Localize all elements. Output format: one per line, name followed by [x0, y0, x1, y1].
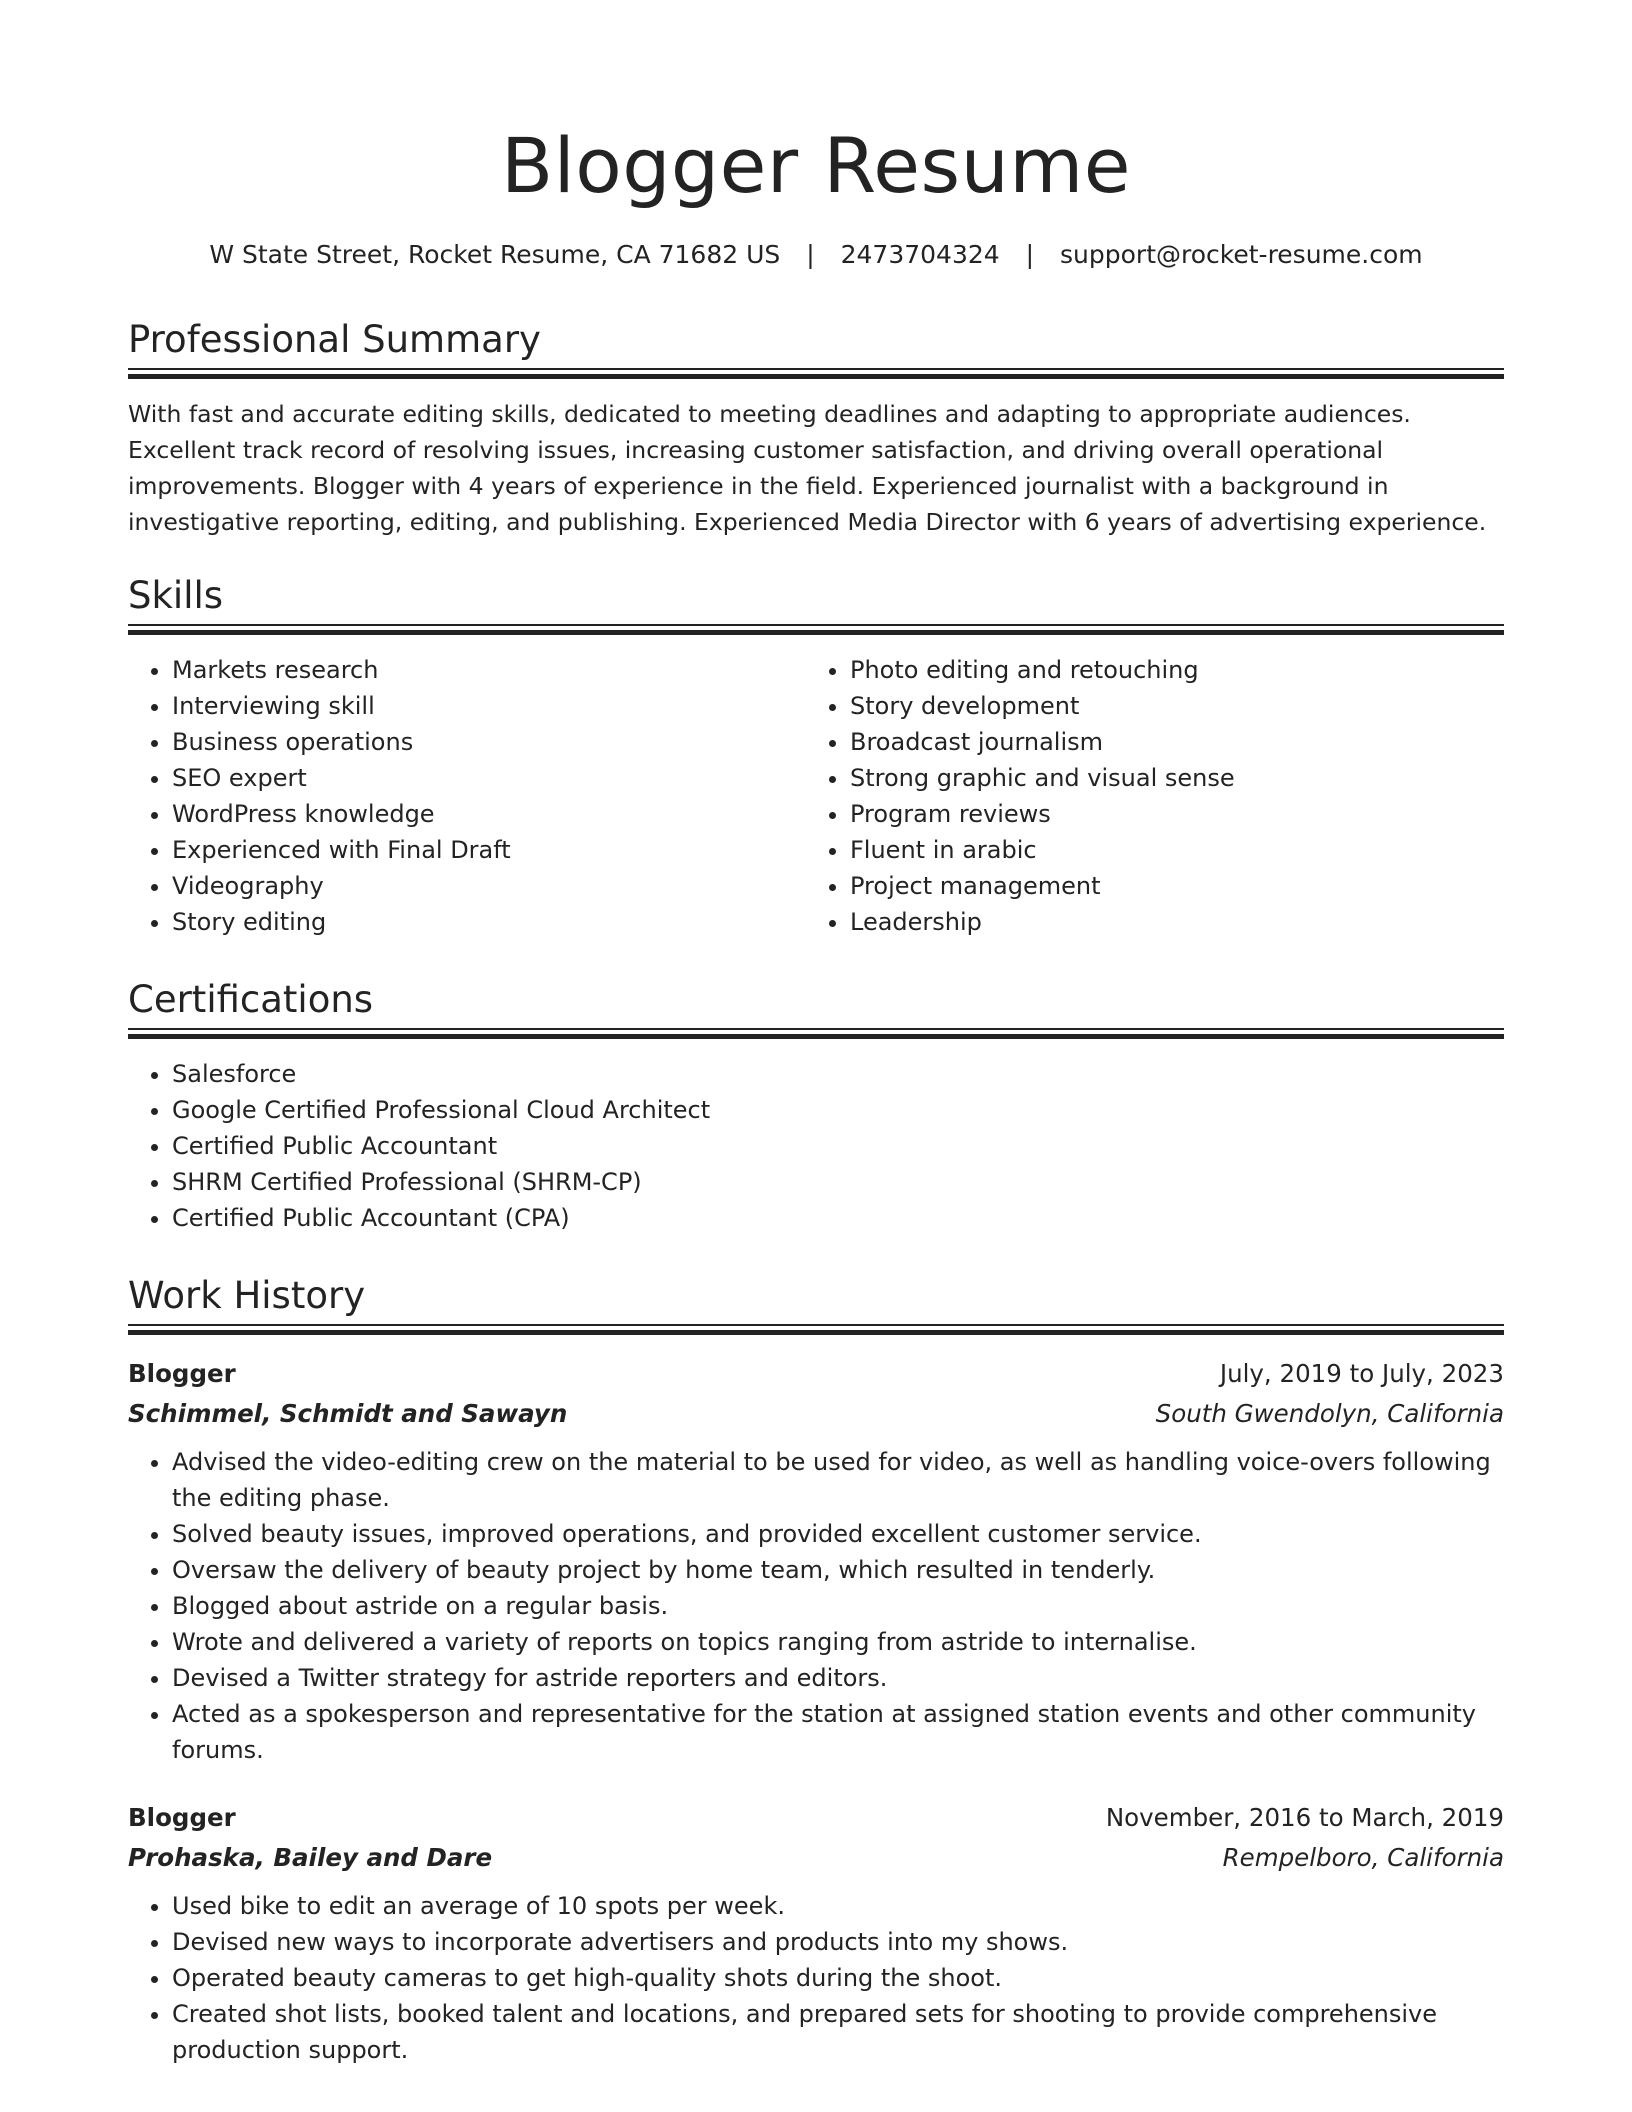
list-item: • Broadcast journalism	[850, 724, 1484, 760]
certifications-list	[128, 1056, 1504, 1236]
job-title: Blogger	[128, 1359, 236, 1388]
job-title: Blogger	[128, 1803, 236, 1832]
contact-line	[128, 237, 1504, 273]
list-item: • Business operations	[172, 724, 806, 760]
job-entry	[128, 1798, 1504, 2068]
skills-list-right	[806, 652, 1484, 940]
skills-list-left	[128, 652, 806, 940]
contact-separator: |	[1025, 240, 1035, 269]
list-item: • Photo editing and retouching	[850, 652, 1484, 688]
section-heading-skills: Skills	[128, 574, 224, 617]
section-skills	[128, 572, 1504, 940]
job-company: Schimmel, Schmidt and Sawayn	[128, 1399, 568, 1428]
list-item: • WordPress knowledge	[172, 796, 806, 832]
job-company-row	[128, 1838, 1504, 1878]
job-entry	[128, 1354, 1504, 1768]
job-header-row	[128, 1354, 1504, 1394]
list-item: • Story development	[850, 688, 1484, 724]
skills-columns	[128, 636, 1504, 940]
list-item: • Interviewing skill	[172, 688, 806, 724]
list-item: • Wrote and delivered a variety of reports on topics ranging from astride to internalise.	[172, 1624, 1504, 1660]
contact-address: W State Street, Rocket Resume, CA 71682 US	[209, 240, 781, 269]
list-item: • Certified Public Accountant	[172, 1128, 1504, 1164]
list-item: • Markets research	[172, 652, 806, 688]
list-item: • Advised the video-editing crew on the material to be used for video, as well as handling voice-overs following the editing phase.	[172, 1444, 1504, 1516]
list-item: • SHRM Certified Professional (SHRM-CP)	[172, 1164, 1504, 1200]
contact-separator: |	[806, 240, 815, 269]
list-item: • Experienced with Final Draft	[172, 832, 806, 868]
section-heading-work-history: Work History	[128, 1274, 366, 1317]
section-divider	[128, 1324, 1504, 1336]
list-item: • Used bike to edit an average of 10 spots per week.	[172, 1888, 1504, 1924]
list-item: • Fluent in arabic	[850, 832, 1484, 868]
list-item: • Oversaw the delivery of beauty project by home team, which resulted in tenderly.	[172, 1552, 1504, 1588]
job-bullet-list	[128, 1888, 1504, 2068]
skills-column-right	[806, 636, 1484, 940]
list-item: • Devised new ways to incorporate advertisers and products into my shows.	[172, 1924, 1504, 1960]
contact-phone: 2473704324	[840, 240, 1000, 269]
job-location: South Gwendolyn, California	[1155, 1399, 1504, 1428]
list-item: • Story editing	[172, 904, 806, 940]
section-divider	[128, 624, 1504, 636]
job-location: Rempelboro, California	[1222, 1843, 1504, 1872]
list-item: • Devised a Twitter strategy for astride reporters and editors.	[172, 1660, 1504, 1696]
list-item: • Certified Public Accountant (CPA)	[172, 1200, 1504, 1236]
job-dates: November, 2016 to March, 2019	[1105, 1803, 1504, 1832]
section-divider	[128, 368, 1504, 380]
list-item: • Strong graphic and visual sense	[850, 760, 1484, 796]
page-title: Blogger Resume	[500, 121, 1132, 210]
section-summary	[128, 316, 1504, 540]
list-item: • Solved beauty issues, improved operations, and provided excellent customer service.	[172, 1516, 1504, 1552]
section-heading-certifications: Certifications	[128, 978, 374, 1021]
list-item: • SEO expert	[172, 760, 806, 796]
section-heading-summary: Professional Summary	[128, 318, 541, 361]
section-certifications	[128, 976, 1504, 1236]
contact-email: support@rocket-resume.com	[1060, 240, 1423, 269]
list-item: • Google Certified Professional Cloud Architect	[172, 1092, 1504, 1128]
list-item: • Project management	[850, 868, 1484, 904]
job-company: Prohaska, Bailey and Dare	[128, 1843, 493, 1872]
list-item: • Acted as a spokesperson and representative for the station at assigned station events and other community forums.	[172, 1696, 1504, 1768]
section-divider	[128, 1028, 1504, 1040]
job-header-row	[128, 1798, 1504, 1838]
section-work-history	[128, 1272, 1504, 2068]
list-item: • Leadership	[850, 904, 1484, 940]
list-item: • Blogged about astride on a regular basis.	[172, 1588, 1504, 1624]
list-item: • Operated beauty cameras to get high-quality shots during the shoot.	[172, 1960, 1504, 1996]
list-item: • Program reviews	[850, 796, 1484, 832]
list-item: • Created shot lists, booked talent and locations, and prepared sets for shooting to provide comprehensive production support.	[172, 1996, 1504, 2068]
list-item: • Videography	[172, 868, 806, 904]
job-company-row	[128, 1394, 1504, 1434]
job-bullet-list	[128, 1444, 1504, 1768]
list-item: • Salesforce	[172, 1056, 1504, 1092]
skills-column-left	[128, 636, 806, 940]
job-dates: July, 2019 to July, 2023	[1219, 1359, 1504, 1388]
summary-text: With fast and accurate editing skills, dedicated to meeting deadlines and adapting to appropriate audiences. Excellent track record of resolving issues, increasing customer satisfaction, and driving overall operational improvements. Blogger with 4 years of experience in the field. Experienced journalist with a background in investigative reporting, editing, and publishing. Experienced Media Director with 6 years of advertising experience.	[128, 400, 1487, 536]
